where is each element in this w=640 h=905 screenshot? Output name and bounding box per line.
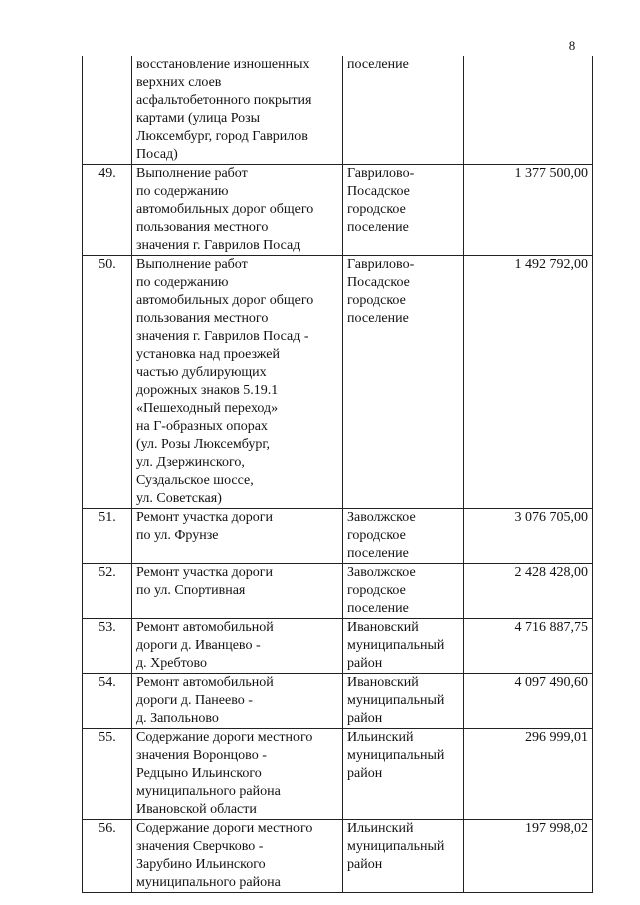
row-work-name: Ремонт автомобильной дороги д. Иванцево - д. Хребтово (132, 619, 343, 674)
row-amount: 1 377 500,00 (464, 165, 593, 256)
table-row (83, 56, 593, 165)
row-number: 52. (83, 564, 132, 619)
table-row (83, 564, 593, 619)
table-row (83, 256, 593, 509)
row-number: 55. (83, 729, 132, 820)
row-amount: 4 097 490,60 (464, 674, 593, 729)
table-row (83, 165, 593, 256)
row-municipality: Ивановский муниципальный район (343, 674, 464, 729)
row-amount: 296 999,01 (464, 729, 593, 820)
row-work-name: Выполнение работ по содержанию автомобильных дорог общего пользования местного значения г. Гаврилов Посад - установка над проезжей частью дублирующих дорожных знаков 5.19.1 «Пешеходный переход» на Г-образных опорах (ул. Розы Люксембург, ул. Дзержинского, Суздальское шоссе, ул. Советская) (132, 256, 343, 509)
row-amount: 3 076 705,00 (464, 509, 593, 564)
row-work-name: Выполнение работ по содержанию автомобильных дорог общего пользования местного значения г. Гаврилов Посад (132, 165, 343, 256)
row-number: 56. (83, 820, 132, 893)
table-row (83, 619, 593, 674)
row-number: 54. (83, 674, 132, 729)
row-work-name: Содержание дороги местного значения Сверчково - Зарубино Ильинского муниципального района (132, 820, 343, 893)
row-work-name: Ремонт участка дороги по ул. Спортивная (132, 564, 343, 619)
row-number: 50. (83, 256, 132, 509)
row-number: 51. (83, 509, 132, 564)
row-municipality: Гаврилово- Посадское городское поселение (343, 165, 464, 256)
row-work-name: Ремонт автомобильной дороги д. Панеево - д. Запольново (132, 674, 343, 729)
row-municipality: Гаврилово- Посадское городское поселение (343, 256, 464, 509)
row-municipality: Заволжское городское поселение (343, 509, 464, 564)
row-work-name: восстановление изношенных верхних слоев асфальтобетонного покрытия картами (улица Розы Люксембург, город Гаврилов Посад) (132, 56, 343, 165)
row-work-name: Содержание дороги местного значения Воронцово - Редцыно Ильинского муниципального района Ивановской области (132, 729, 343, 820)
row-number: 49. (83, 165, 132, 256)
row-number: 53. (83, 619, 132, 674)
table-row (83, 820, 593, 893)
table-row (83, 674, 593, 729)
table-row (83, 509, 593, 564)
page-number: 8 (568, 38, 576, 53)
row-amount: 2 428 428,00 (464, 564, 593, 619)
table-row (83, 729, 593, 820)
row-work-name: Ремонт участка дороги по ул. Фрунзе (132, 509, 343, 564)
row-number (83, 56, 132, 165)
row-municipality: Ильинский муниципальный район (343, 820, 464, 893)
row-amount (464, 56, 593, 165)
row-municipality: Ильинский муниципальный район (343, 729, 464, 820)
document-table (82, 56, 593, 893)
row-municipality: Ивановский муниципальный район (343, 619, 464, 674)
row-municipality: Заволжское городское поселение (343, 564, 464, 619)
row-amount: 1 492 792,00 (464, 256, 593, 509)
row-amount: 197 998,02 (464, 820, 593, 893)
row-municipality: поселение (343, 56, 464, 165)
row-amount: 4 716 887,75 (464, 619, 593, 674)
